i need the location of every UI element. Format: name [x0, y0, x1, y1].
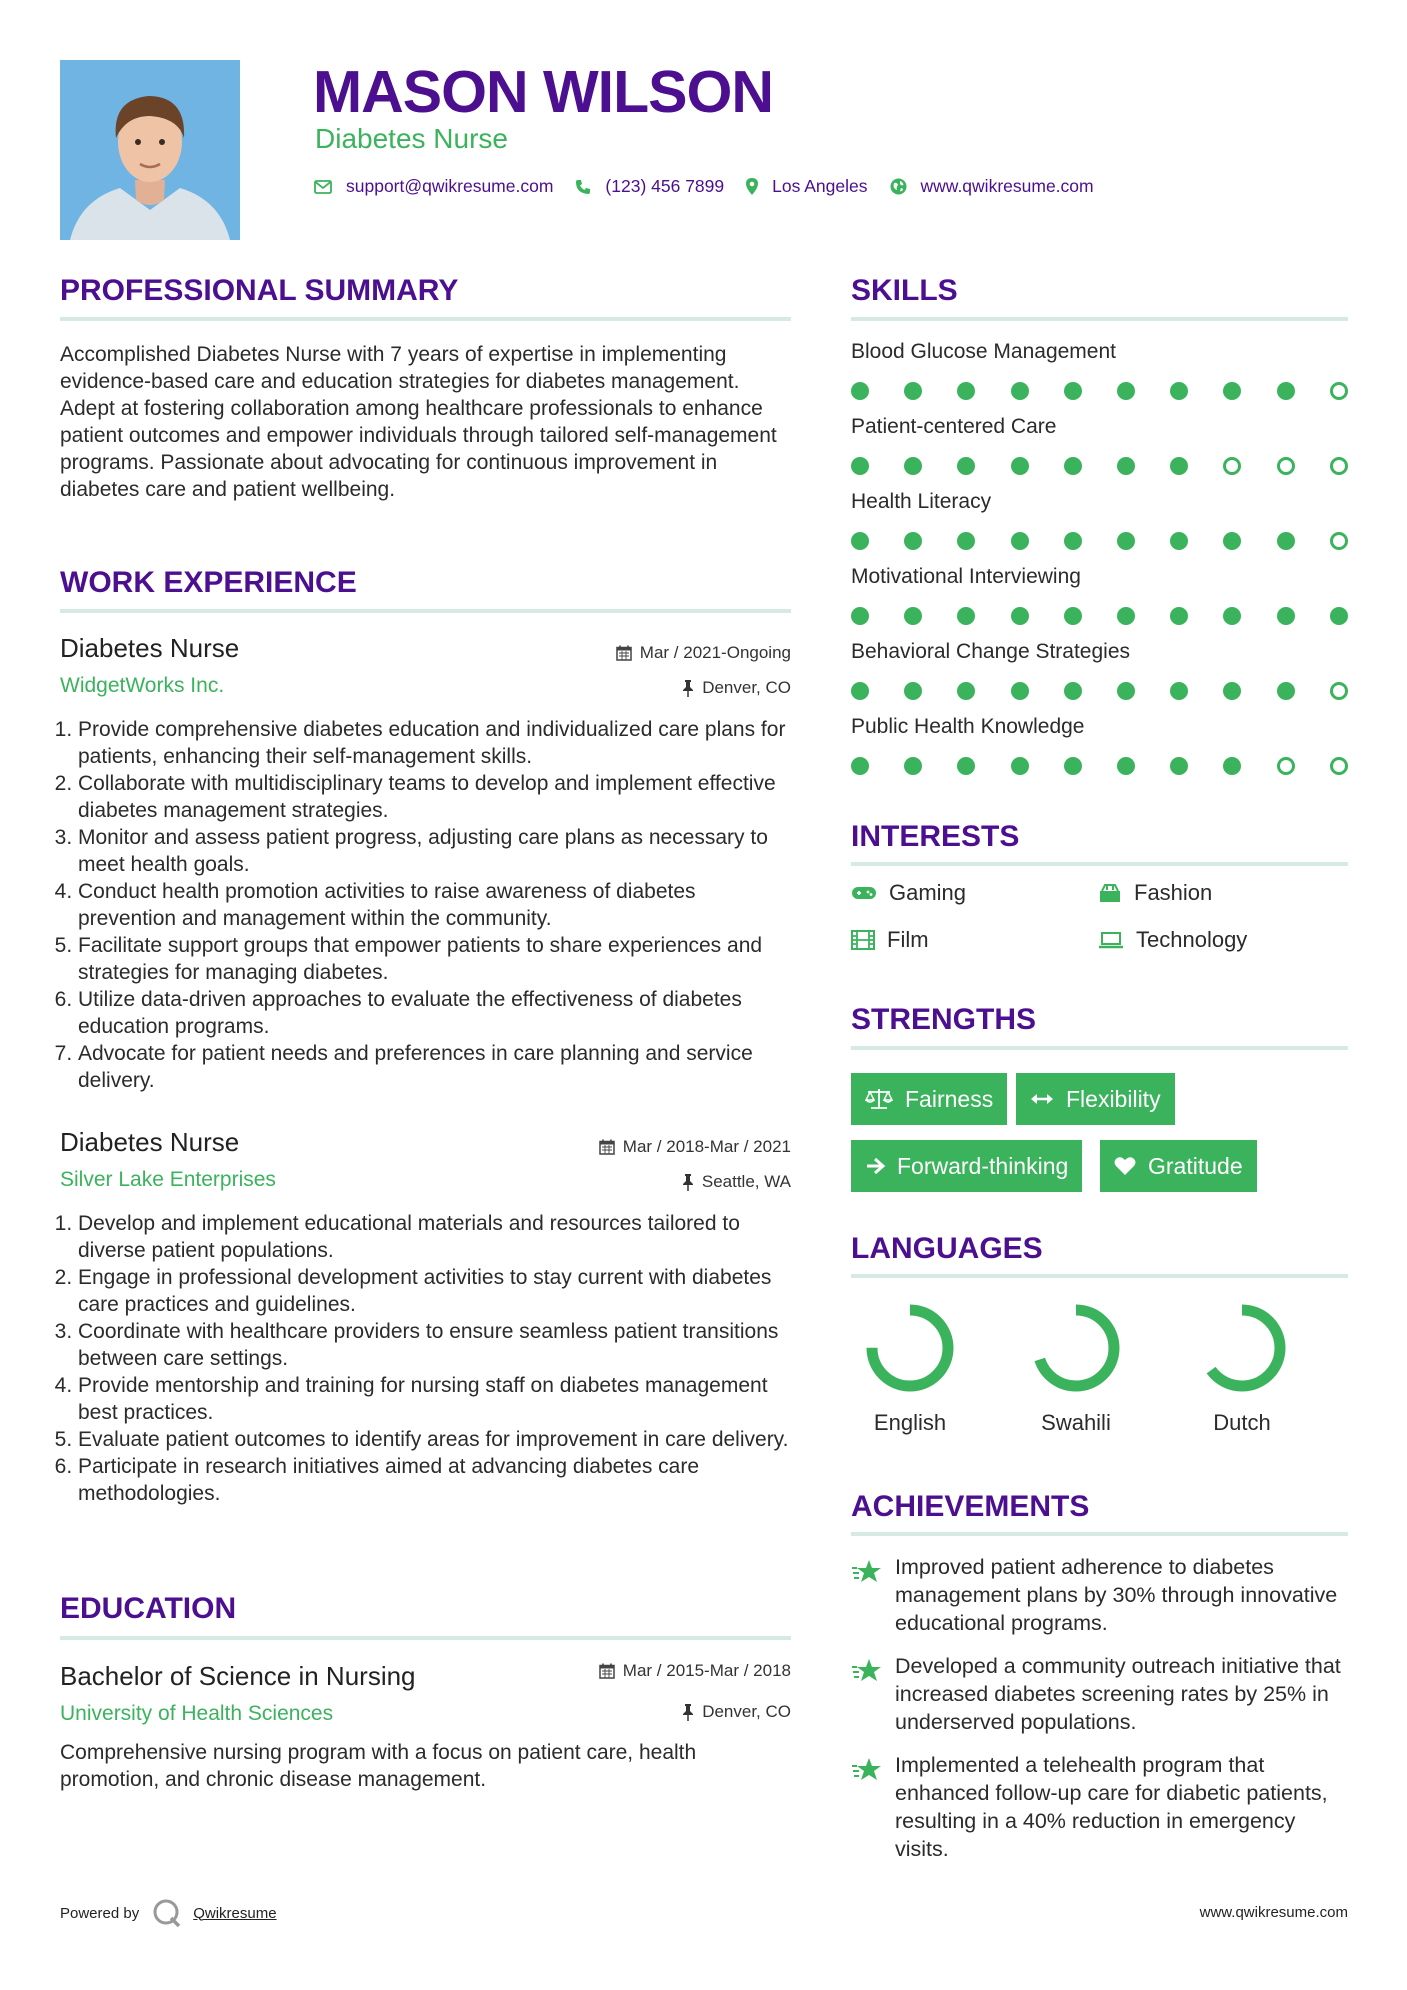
list-item: 3. Monitor and assess patient progress, adjusting care plans as necessary to meet health goals. [78, 824, 791, 878]
strength-fairness [851, 1073, 1007, 1125]
skill-label: Blood Glucose Management [851, 340, 1116, 363]
achievement-text: Developed a community outreach initiative that increased diabetes screening rates by 25% in underserved populations. [895, 1654, 1341, 1734]
language-item [1182, 1300, 1302, 1436]
star-icon [851, 1757, 883, 1783]
list-item: 5. Facilitate support groups that empower patients to share experiences and strategies for managing diabetes. [78, 932, 791, 986]
language-progress-arc [1038, 1310, 1114, 1386]
calendar-icon [599, 1139, 615, 1155]
skill-rating-dot [1223, 682, 1241, 700]
skills-heading: SKILLS [851, 274, 958, 307]
job-1-title: Diabetes Nurse [60, 633, 240, 663]
skill-rating-dot [904, 532, 922, 550]
language-item [850, 1300, 970, 1436]
skill-rating-dot [1011, 532, 1029, 550]
education-dates-text: Mar / 2015-Mar / 2018 [622, 1661, 791, 1680]
shopping-bag-icon [1098, 882, 1122, 904]
film-icon [851, 930, 875, 950]
qwikresume-logo-icon [151, 1898, 185, 1928]
calendar-icon [616, 645, 632, 661]
skill-rating-dot [1277, 682, 1295, 700]
skill-rating-dot [1064, 682, 1082, 700]
interest-fashion [1098, 880, 1212, 906]
skill-rating-dot [1011, 382, 1029, 400]
skill-rating-dot [957, 682, 975, 700]
skill-rating-dot [1117, 532, 1135, 550]
skill-rating-dot [851, 682, 869, 700]
skill-rating-dot [957, 532, 975, 550]
skill-rating-dot [957, 757, 975, 775]
education-rule [60, 1636, 791, 1640]
skill-label: Motivational Interviewing [851, 565, 1081, 588]
list-item: 4. Provide mentorship and training for nursing staff on diabetes management best practices. [78, 1372, 791, 1426]
achievement-2 [851, 1652, 1348, 1736]
language-item [1016, 1300, 1136, 1436]
skill-label: Patient-centered Care [851, 415, 1057, 438]
skill-rating-dot [1223, 607, 1241, 625]
skill-rating-dot [1330, 757, 1348, 775]
star-icon [851, 1658, 883, 1684]
skill-rating-dot [1064, 457, 1082, 475]
summary-rule [60, 317, 791, 321]
achievement-text: Implemented a telehealth program that enhanced follow-up care for diabetic patients, resulting in a 40% reduction in emergency visits. [895, 1753, 1328, 1861]
footer-website[interactable]: www.qwikresume.com [1199, 1904, 1348, 1921]
envelope-icon [314, 180, 332, 194]
skill-rating-dot [1223, 532, 1241, 550]
education-location-text: Denver, CO [702, 1702, 791, 1721]
candidate-title: Diabetes Nurse [315, 123, 508, 154]
footer-powered-by [60, 1898, 277, 1928]
skill-rating-dot [1277, 607, 1295, 625]
list-item: 3. Coordinate with healthcare providers to ensure seamless patient transitions between care settings. [78, 1318, 791, 1372]
skill-rating-dot [904, 382, 922, 400]
job-2-location [682, 1172, 791, 1192]
achievement-1 [851, 1553, 1348, 1637]
skill-rating-dot [1170, 682, 1188, 700]
interest-label: Gaming [889, 880, 967, 905]
candidate-name: MASON WILSON [313, 59, 773, 125]
strength-gratitude [1100, 1140, 1257, 1192]
strengths-rule [851, 1046, 1348, 1050]
skill-rating-dot [1117, 457, 1135, 475]
achievements-rule [851, 1532, 1348, 1536]
language-progress-arc [872, 1310, 948, 1386]
skill-rating-dot [1223, 757, 1241, 775]
skill-rating-dot [1064, 607, 1082, 625]
skill-rating-dot [957, 457, 975, 475]
skill-rating-dot [1330, 382, 1348, 400]
interest-film [851, 927, 929, 953]
interest-gaming [851, 880, 966, 906]
achievement-text: Improved patient adherence to diabetes management plans by 30% through innovative educational programs. [895, 1555, 1338, 1635]
language-progress-ring [862, 1300, 958, 1396]
skill-rating-dot [1064, 757, 1082, 775]
email-text: support@qwikresume.com [346, 176, 554, 196]
strength-flexibility [1016, 1073, 1175, 1125]
job-1-location [682, 678, 791, 698]
job-2-location-text: Seattle, WA [701, 1172, 791, 1191]
job-1-duties [60, 716, 791, 1094]
pushpin-icon [682, 1704, 694, 1721]
job-1-dates [616, 643, 791, 663]
globe-icon [890, 178, 907, 195]
skill-rating-dot [1064, 382, 1082, 400]
languages-rule [851, 1274, 1348, 1278]
skill-rating-dot [851, 457, 869, 475]
strength-label: Flexibility [1066, 1085, 1161, 1112]
experience-rule [60, 609, 791, 613]
contact-email[interactable] [314, 176, 553, 197]
list-item: 1. Provide comprehensive diabetes education and individualized care plans for patients, enhancing their self-management skills. [78, 716, 791, 770]
qwikresume-link[interactable]: Qwikresume [193, 1904, 277, 1922]
arrows-horizontal-icon [1030, 1092, 1054, 1106]
skill-rating-dot [904, 682, 922, 700]
skill-rating-dot [1330, 607, 1348, 625]
phone-icon [575, 179, 591, 195]
strength-label: Fairness [905, 1085, 994, 1112]
summary-text: Accomplished Diabetes Nurse with 7 years of expertise in implementing evidence-based care and education strategies for diabetes management. Adept at fostering collaboration among healthcare professionals to enhance patient outcomes and empower individuals through tailored self-management programs. Passionate about advocating for continuous improvement in diabetes care and patient wellbeing. [60, 343, 777, 501]
skill-rating-dot [1170, 457, 1188, 475]
laptop-icon [1098, 931, 1124, 949]
skill-rating-dot [1277, 382, 1295, 400]
language-name: Dutch [1213, 1410, 1271, 1435]
skill-rating-dot [904, 457, 922, 475]
language-name: Swahili [1041, 1410, 1111, 1435]
calendar-icon [599, 1663, 615, 1679]
interest-technology [1098, 927, 1247, 953]
skill-label: Public Health Knowledge [851, 715, 1085, 738]
skill-rating-dot [1117, 382, 1135, 400]
arrow-right-icon [865, 1157, 885, 1175]
skill-rating-dot [1330, 457, 1348, 475]
interest-label: Technology [1136, 927, 1248, 952]
contact-bar [314, 176, 1116, 197]
job-1-location-text: Denver, CO [702, 678, 791, 697]
skill-rating-dot [851, 382, 869, 400]
job-1-company: WidgetWorks Inc. [60, 674, 225, 697]
interest-label: Fashion [1134, 880, 1213, 905]
skill-rating-dot [1277, 457, 1295, 475]
website-text: www.qwikresume.com [920, 176, 1094, 196]
list-item: 4. Conduct health promotion activities to raise awareness of diabetes prevention and management within the community. [78, 878, 791, 932]
pushpin-icon [682, 1174, 694, 1191]
list-item: 6. Participate in research initiatives aimed at advancing diabetes care methodologies. [78, 1453, 791, 1507]
job-2-dates [599, 1137, 791, 1157]
skill-rating-dot [1170, 607, 1188, 625]
phone-text: (123) 456 7899 [605, 176, 725, 196]
list-item: 1. Develop and implement educational materials and resources tailored to diverse patient populations. [78, 1210, 791, 1264]
education-dates [599, 1661, 791, 1681]
languages-heading: LANGUAGES [851, 1232, 1043, 1265]
heart-icon [1114, 1156, 1136, 1176]
gamepad-icon [851, 884, 877, 902]
job-2-company: Silver Lake Enterprises [60, 1168, 276, 1191]
summary-heading: PROFESSIONAL SUMMARY [60, 274, 459, 307]
star-icon [851, 1559, 883, 1585]
map-marker-icon [746, 178, 758, 195]
skill-rating-dot [1277, 757, 1295, 775]
contact-phone[interactable] [575, 176, 724, 197]
job-2-duties [60, 1210, 791, 1507]
skill-rating-dot [1011, 757, 1029, 775]
skill-rating-dot [1277, 532, 1295, 550]
achievements-heading: ACHIEVEMENTS [851, 1490, 1090, 1523]
skill-rating-dot [1330, 532, 1348, 550]
skill-rating-dot [1117, 757, 1135, 775]
skill-rating-dot [957, 607, 975, 625]
skill-rating-dot [851, 757, 869, 775]
skill-label: Health Literacy [851, 490, 992, 513]
list-item: 6. Utilize data-driven approaches to evaluate the effectiveness of diabetes education programs. [78, 986, 791, 1040]
skill-rating-dot [904, 607, 922, 625]
pushpin-icon [682, 680, 694, 697]
interests-rule [851, 862, 1348, 866]
education-school: University of Health Sciences [60, 1702, 334, 1725]
skill-rating-dot [1170, 757, 1188, 775]
education-degree: Bachelor of Science in Nursing [60, 1661, 416, 1691]
skill-rating-dot [1170, 532, 1188, 550]
skill-rating-dot [1223, 457, 1241, 475]
achievement-3 [851, 1751, 1348, 1863]
skill-rating-dot [1064, 532, 1082, 550]
list-item: 2. Engage in professional development activities to stay current with diabetes care practices and guidelines. [78, 1264, 791, 1318]
job-2-dates-text: Mar / 2018-Mar / 2021 [622, 1137, 791, 1156]
education-location [682, 1702, 791, 1722]
location-text: Los Angeles [772, 176, 868, 196]
education-description: Comprehensive nursing program with a focus on patient care, health promotion, and chronic disease management. [60, 1741, 697, 1791]
skill-rating-dot [851, 532, 869, 550]
list-item: 7. Advocate for patient needs and preferences in care planning and service delivery. [78, 1040, 791, 1094]
skill-rating-dot [851, 607, 869, 625]
job-2-title: Diabetes Nurse [60, 1127, 240, 1157]
job-1-dates-text: Mar / 2021-Ongoing [639, 643, 791, 662]
contact-website[interactable] [890, 176, 1094, 197]
skill-rating-dot [1170, 382, 1188, 400]
skill-rating-dot [1011, 607, 1029, 625]
education-heading: EDUCATION [60, 1592, 237, 1625]
skill-rating-dot [1117, 682, 1135, 700]
list-item: 5. Evaluate patient outcomes to identify areas for improvement in care delivery. [78, 1426, 791, 1453]
list-item: 2. Collaborate with multidisciplinary teams to develop and implement effective diabetes management strategies. [78, 770, 791, 824]
contact-location [746, 176, 867, 197]
skill-rating-dot [1011, 682, 1029, 700]
language-progress-arc [1204, 1310, 1280, 1386]
balance-scale-icon [865, 1088, 893, 1110]
profile-photo [60, 60, 240, 240]
language-name: English [873, 1410, 947, 1435]
strength-label: Gratitude [1148, 1152, 1243, 1179]
skill-rating-dot [957, 382, 975, 400]
language-progress-ring [1028, 1300, 1124, 1396]
interest-label: Film [887, 927, 929, 952]
strengths-heading: STRENGTHS [851, 1003, 1037, 1036]
interests-heading: INTERESTS [851, 820, 1020, 853]
strength-label: Forward-thinking [897, 1152, 1069, 1179]
experience-heading: WORK EXPERIENCE [60, 566, 357, 599]
skill-label: Behavioral Change Strategies [851, 640, 1131, 663]
skill-rating-dot [904, 757, 922, 775]
skill-rating-dot [1117, 607, 1135, 625]
language-progress-ring [1194, 1300, 1290, 1396]
strength-forward-thinking [851, 1140, 1082, 1192]
skill-rating-dot [1330, 682, 1348, 700]
skill-rating-dot [1223, 382, 1241, 400]
powered-by-label: Powered by [60, 1904, 140, 1922]
skill-rating-dot [1011, 457, 1029, 475]
skills-rule [851, 317, 1348, 321]
